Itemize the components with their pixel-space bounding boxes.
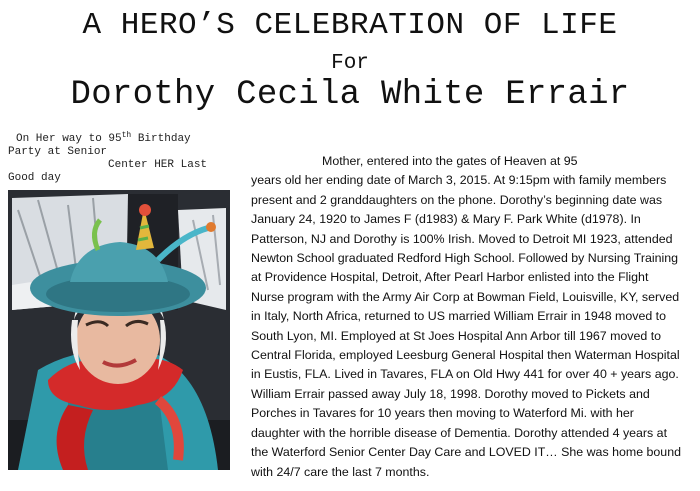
story-line: Mother, entered into the gates of Heaven at 95 bbox=[322, 154, 578, 168]
story-line: Porches in Tavares for 10 years then moving to Waterford Mi. with her bbox=[251, 406, 634, 421]
story-line: at Providence Hospital, Detroit, After Pearl Harbor enlisted into the Flight bbox=[251, 270, 649, 285]
story-line: Central Florida, employed Leesburg General Hospital then Waterman Hospital bbox=[251, 348, 680, 363]
caption-line-1: On Her way to 95th Birthday bbox=[16, 131, 191, 145]
story-line: in Italy, North Africa, returned to US married William Errair in 1948 moved to bbox=[251, 309, 667, 324]
story-line: present and 2 granddaughters on the phone. Dorothy’s beginning date was bbox=[251, 192, 663, 207]
story-line: Nurse program with the Army Air Corp at Bowman Field, Louisville, KY, served bbox=[251, 289, 680, 304]
caption-line-4: Good day bbox=[8, 172, 61, 184]
for-label: For bbox=[331, 52, 369, 75]
story-line: in Eustis, FLA. Lived in Tavares, FLA on Old Hwy 441 for over 40 + years ago. bbox=[251, 367, 679, 382]
story-line: January 24, 1920 to James F (d1983) & Mary F. Park White (d1978). In bbox=[251, 212, 641, 227]
story-line: daughter with the horrible disease of Dementia. Dorothy attended 4 years at bbox=[251, 425, 668, 440]
page-title: A HERO’S CELEBRATION OF LIFE bbox=[82, 8, 618, 43]
portrait-illustration bbox=[8, 190, 230, 470]
honoree-name: Dorothy Cecila White Errair bbox=[70, 76, 630, 114]
story-line: with 24/7 care the last 7 months. bbox=[251, 464, 430, 479]
story-line: South Lyon, MI. Employed at St Joes Hospital Ann Arbor till 1967 moved to bbox=[251, 328, 662, 343]
story-line: Patterson, NJ and Dorothy is 100% Irish. Moved to Detroit MI 1923, attended bbox=[251, 231, 673, 246]
story-line: years old her ending date of March 3, 2015. At 9:15pm with family members bbox=[251, 173, 667, 188]
caption-line-2: Party at Senior bbox=[8, 146, 108, 158]
photo-caption bbox=[8, 133, 233, 185]
caption-line-3: Center HER Last bbox=[108, 159, 208, 171]
story-line: William Errair passed away July 18, 1998. Dorothy moved to Pickets and bbox=[251, 386, 650, 401]
story-line: the Waterford Senior Center Day Care and LOVED IT… She was home bound bbox=[251, 445, 681, 460]
portrait-photo bbox=[8, 190, 230, 470]
story-line: Newton School graduated Redford High School. Followed by Nursing Training bbox=[251, 251, 679, 266]
obituary-text bbox=[251, 152, 697, 482]
